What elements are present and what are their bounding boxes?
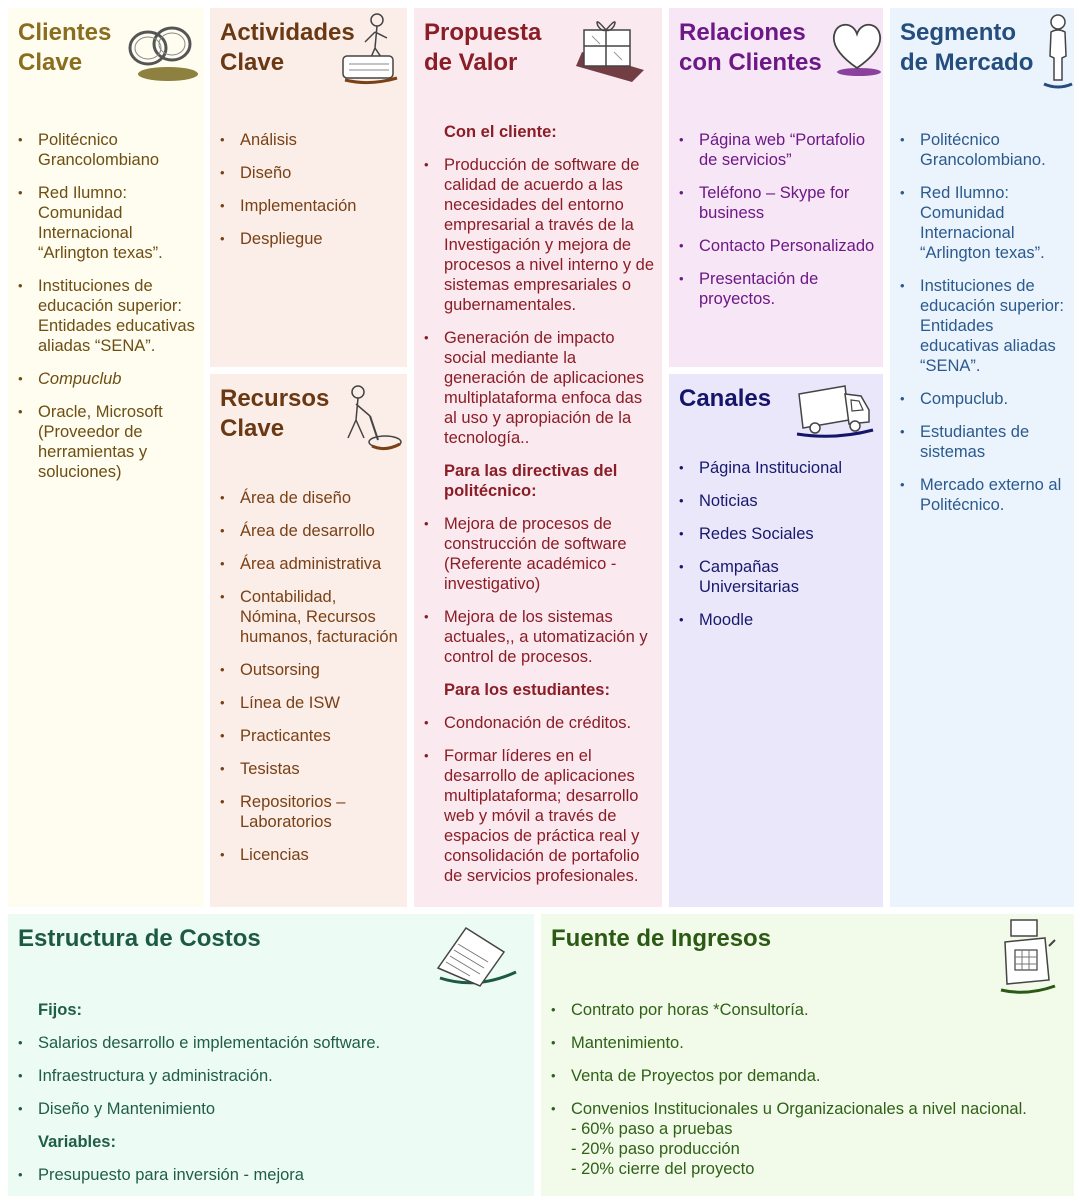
- list-item: • Salarios desarrollo e implementación software.: [18, 1033, 518, 1053]
- cash-register-icon: [997, 916, 1063, 998]
- list-item: • Página web “Portafolio de servicios”: [679, 130, 877, 170]
- list-item: • Noticias: [679, 491, 877, 511]
- estructura-de-costos-block: [8, 914, 534, 1196]
- list-item: • Politécnico Grancolombiano.: [900, 130, 1072, 170]
- section-heading: Para los estudiantes:: [444, 681, 610, 699]
- list-item: • Compuclub.: [900, 389, 1072, 409]
- canales-title: Canales: [679, 385, 772, 412]
- list-item: • Outsorsing: [220, 660, 402, 680]
- costos-title: Estructura de Costos: [18, 925, 261, 952]
- list-item: [551, 1099, 1061, 1179]
- clientes-list: [18, 130, 198, 495]
- list-item: • Área administrativa: [220, 554, 402, 574]
- costos-list: [18, 1000, 518, 1196]
- ingresos-list: [551, 1000, 1061, 1192]
- list-item: • Contacto Personalizado: [679, 236, 877, 256]
- section-heading: Fijos:: [38, 1001, 82, 1019]
- list-item: • Mantenimiento.: [551, 1033, 1061, 1053]
- receipt-icon: [432, 922, 522, 992]
- segmento-title: Segmento de Mercado: [900, 19, 1034, 76]
- section-heading: Con el cliente:: [444, 123, 557, 141]
- digging-worker-icon: [330, 380, 405, 455]
- list-item: • Área de diseño: [220, 488, 402, 508]
- list-item: • Politécnico Grancolombiano: [18, 130, 198, 170]
- list-item: • Estudiantes de sistemas: [900, 422, 1072, 462]
- list-item: • Condonación de créditos.: [424, 713, 656, 733]
- person-icon: [1040, 12, 1074, 92]
- actividades-clave-title: Actividades Clave: [220, 19, 355, 76]
- relaciones-list: [679, 130, 877, 322]
- relaciones-title: Relaciones con Clientes: [679, 19, 822, 76]
- list-item: • Implementación: [220, 196, 400, 216]
- list-item: • Análisis: [220, 130, 400, 150]
- convenios-text: • Convenios Institucionales u Organizacionales a nivel nacional.: [571, 1100, 1027, 1118]
- propuesta-list: [424, 122, 656, 899]
- recursos-list: [220, 488, 402, 878]
- list-item: • Moodle: [679, 610, 877, 630]
- list-item: • Contrato por horas *Consultoría.: [551, 1000, 1061, 1020]
- section-heading: Variables:: [38, 1133, 116, 1151]
- rings-icon: [120, 16, 200, 86]
- convenios-sub: - 20% paso producción: [571, 1140, 740, 1158]
- list-item: • Diseño y Mantenimiento: [18, 1099, 518, 1119]
- list-item: • Mercado externo al Politécnico.: [900, 475, 1072, 515]
- list-item: • Mejora de los sistemas actuales,, a utomatización y control de procesos.: [424, 607, 656, 667]
- list-item: • Mejora de procesos de construcción de software (Referente académico - investigativo): [424, 514, 656, 594]
- list-item: • Campañas Universitarias: [679, 557, 877, 597]
- list-item: • Practicantes: [220, 726, 402, 746]
- convenios-sub: - 60% paso a pruebas: [571, 1120, 733, 1138]
- list-item: • Contabilidad, Nómina, Recursos humanos, facturación: [220, 587, 402, 647]
- propuesta-de-valor-block: [414, 8, 662, 907]
- truck-icon: [795, 380, 875, 440]
- list-item: • Oracle, Microsoft (Proveedor de herramientas y soluciones): [18, 402, 198, 482]
- recursos-clave-title: Recursos Clave: [220, 385, 330, 442]
- list-item: • Línea de ISW: [220, 693, 402, 713]
- list-item: • Formar líderes en el desarrollo de aplicaciones multiplataforma; desarrollo web y móvil a través de espacios de práctica real y consolidación de portafolio de servicios profesionales.: [424, 746, 656, 886]
- recursos-clave-block: [210, 374, 407, 907]
- list-item: • Instituciones de educación superior: Entidades educativas aliadas “SENA”.: [900, 276, 1072, 376]
- list-item: • Generación de impacto social mediante la generación de aplicaciones multiplataforma enfoca das al uso y apropiación de la tecnología..: [424, 328, 656, 448]
- canales-block: [669, 374, 883, 907]
- list-item: • Diseño: [220, 163, 400, 183]
- heart-icon: [829, 18, 883, 78]
- list-item: • Compuclub: [18, 369, 198, 389]
- section-heading: Para las directivas del politécnico:: [444, 462, 618, 500]
- list-item: • Presentación de proyectos.: [679, 269, 877, 309]
- list-item: • Red Ilumno: Comunidad Internacional “Arlington texas”.: [18, 183, 198, 263]
- clientes-clave-title: Clientes Clave: [18, 19, 112, 76]
- worker-icon: [335, 10, 405, 90]
- list-item: • Tesistas: [220, 759, 402, 779]
- list-item: • Producción de software de calidad de acuerdo a las necesidades del entorno empresarial a través de la Investigación y mejora de procesos a nivel interno y de sistemas empresariales o gubernamentales.: [424, 155, 656, 315]
- list-item: • Área de desarrollo: [220, 521, 402, 541]
- list-item: • Redes Sociales: [679, 524, 877, 544]
- fuente-de-ingresos-block: [541, 914, 1074, 1196]
- list-item: • Teléfono – Skype for business: [679, 183, 877, 223]
- gift-icon: [574, 12, 654, 87]
- segmento-list: [900, 130, 1072, 528]
- list-item: • Página Institucional: [679, 458, 877, 478]
- convenios-sub: - 20% cierre del proyecto: [571, 1160, 755, 1178]
- relaciones-con-clientes-block: [669, 8, 883, 367]
- list-item: • Venta de Proyectos por demanda.: [551, 1066, 1061, 1086]
- list-item: • Instituciones de educación superior: Entidades educativas aliadas “SENA”.: [18, 276, 198, 356]
- segmento-de-mercado-block: [890, 8, 1074, 907]
- list-item: • Repositorios – Laboratorios: [220, 792, 402, 832]
- list-item: • Despliegue: [220, 229, 400, 249]
- list-item: • Licencias: [220, 845, 402, 865]
- propuesta-de-valor-title: Propuesta de Valor: [424, 19, 542, 76]
- actividades-list: [220, 130, 400, 262]
- actividades-clave-block: [210, 8, 407, 367]
- list-item: • Red Ilumno: Comunidad Internacional “Arlington texas”.: [900, 183, 1072, 263]
- clientes-clave-block: [8, 8, 204, 907]
- canales-list: [679, 458, 877, 643]
- list-item: • Infraestructura y administración.: [18, 1066, 518, 1086]
- ingresos-title: Fuente de Ingresos: [551, 925, 772, 952]
- list-item: • Presupuesto para inversión - mejora: [18, 1165, 518, 1185]
